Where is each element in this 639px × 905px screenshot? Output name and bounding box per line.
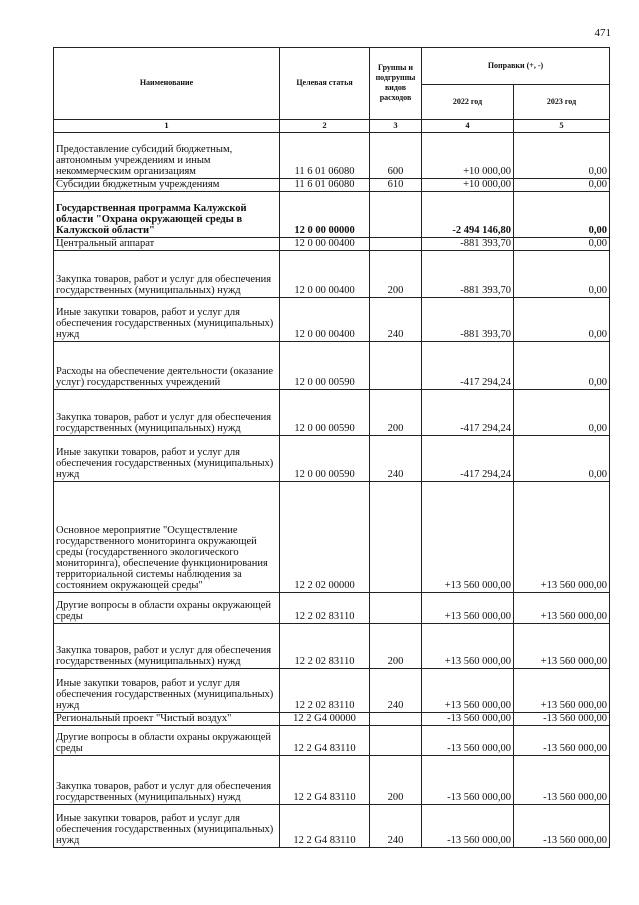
header-target-article: Целевая статья — [280, 48, 370, 120]
cell-name: Закупка товаров, работ и услуг для обеспечения государственных (муниципальных) нужд — [54, 756, 280, 805]
table-row — [54, 756, 610, 805]
cell-target-article: 12 2 G4 83110 — [280, 805, 370, 848]
cell-2022: -13 560 000,00 — [422, 713, 514, 726]
cell-target-article: 12 0 00 00590 — [280, 436, 370, 482]
cell-target-article: 12 0 00 00400 — [280, 238, 370, 251]
cell-2022: -13 560 000,00 — [422, 756, 514, 805]
cell-target-article: 12 2 G4 83110 — [280, 756, 370, 805]
cell-name: Региональный проект "Чистый воздух" — [54, 713, 280, 726]
column-number: 5 — [514, 120, 610, 133]
table-row — [54, 482, 610, 593]
cell-2022: +13 560 000,00 — [422, 624, 514, 669]
cell-expense-group — [370, 342, 422, 390]
cell-expense-group — [370, 482, 422, 593]
cell-expense-group: 240 — [370, 298, 422, 342]
cell-expense-group — [370, 593, 422, 624]
header-year-2022: 2022 год — [422, 85, 514, 120]
table-row — [54, 669, 610, 713]
cell-2023: 0,00 — [514, 179, 610, 192]
cell-2022: -881 393,70 — [422, 298, 514, 342]
cell-2022: -13 560 000,00 — [422, 726, 514, 756]
cell-expense-group — [370, 726, 422, 756]
column-number: 2 — [280, 120, 370, 133]
table-row — [54, 390, 610, 436]
table-row — [54, 805, 610, 848]
table-row — [54, 624, 610, 669]
header-name: Наименование — [54, 48, 280, 120]
cell-target-article: 12 2 G4 83110 — [280, 726, 370, 756]
cell-name: Государственная программа Калужской области "Охрана окружающей среды в Калужской области" — [54, 192, 280, 238]
cell-name: Иные закупки товаров, работ и услуг для обеспечения государственных (муниципальных) нужд — [54, 298, 280, 342]
cell-target-article: 12 0 00 00400 — [280, 251, 370, 298]
header-amendments: Поправки (+, -) — [422, 48, 610, 85]
cell-expense-group — [370, 238, 422, 251]
cell-target-article: 12 2 02 83110 — [280, 669, 370, 713]
cell-2022: -417 294,24 — [422, 436, 514, 482]
table-row — [54, 593, 610, 624]
cell-2023: +13 560 000,00 — [514, 669, 610, 713]
cell-2022: -417 294,24 — [422, 390, 514, 436]
cell-2022: -2 494 146,80 — [422, 192, 514, 238]
cell-2022: +10 000,00 — [422, 179, 514, 192]
cell-expense-group: 200 — [370, 756, 422, 805]
cell-name: Закупка товаров, работ и услуг для обеспечения государственных (муниципальных) нужд — [54, 251, 280, 298]
cell-2023: 0,00 — [514, 436, 610, 482]
cell-target-article: 12 2 02 83110 — [280, 624, 370, 669]
cell-target-article: 12 0 00 00400 — [280, 298, 370, 342]
table-row — [54, 133, 610, 179]
cell-2023: +13 560 000,00 — [514, 593, 610, 624]
cell-2022: +13 560 000,00 — [422, 593, 514, 624]
cell-2022: +10 000,00 — [422, 133, 514, 179]
column-number-row — [54, 120, 610, 133]
cell-expense-group: 200 — [370, 251, 422, 298]
cell-target-article: 12 0 00 00000 — [280, 192, 370, 238]
cell-name: Субсидии бюджетным учреждениям — [54, 179, 280, 192]
cell-name: Иные закупки товаров, работ и услуг для обеспечения государственных (муниципальных) нужд — [54, 669, 280, 713]
cell-expense-group: 200 — [370, 624, 422, 669]
cell-target-article: 12 2 02 83110 — [280, 593, 370, 624]
cell-2023: -13 560 000,00 — [514, 726, 610, 756]
cell-2022: +13 560 000,00 — [422, 482, 514, 593]
cell-target-article: 12 0 00 00590 — [280, 390, 370, 436]
cell-expense-group: 600 — [370, 133, 422, 179]
table-row — [54, 436, 610, 482]
header-expense-groups: Группы и подгруппы видов расходов — [370, 48, 422, 120]
cell-name: Другие вопросы в области охраны окружающей среды — [54, 726, 280, 756]
cell-2022: -881 393,70 — [422, 251, 514, 298]
cell-expense-group: 610 — [370, 179, 422, 192]
cell-name: Закупка товаров, работ и услуг для обеспечения государственных (муниципальных) нужд — [54, 624, 280, 669]
cell-2022: -13 560 000,00 — [422, 805, 514, 848]
cell-expense-group: 200 — [370, 390, 422, 436]
page-number: 471 — [594, 27, 611, 39]
cell-name: Иные закупки товаров, работ и услуг для обеспечения государственных (муниципальных) нужд — [54, 805, 280, 848]
cell-2023: 0,00 — [514, 342, 610, 390]
column-number: 1 — [54, 120, 280, 133]
table-row — [54, 238, 610, 251]
cell-2023: 0,00 — [514, 298, 610, 342]
cell-expense-group: 240 — [370, 669, 422, 713]
cell-2023: +13 560 000,00 — [514, 624, 610, 669]
cell-2023: -13 560 000,00 — [514, 756, 610, 805]
cell-2023: -13 560 000,00 — [514, 713, 610, 726]
column-number: 4 — [422, 120, 514, 133]
cell-2023: -13 560 000,00 — [514, 805, 610, 848]
cell-expense-group: 240 — [370, 805, 422, 848]
budget-table — [53, 47, 610, 848]
cell-name: Предоставление субсидий бюджетным, автономным учреждениям и иным некоммерческим организациям — [54, 133, 280, 179]
cell-name: Иные закупки товаров, работ и услуг для обеспечения государственных (муниципальных) нужд — [54, 436, 280, 482]
cell-2023: 0,00 — [514, 238, 610, 251]
cell-2023: 0,00 — [514, 390, 610, 436]
cell-expense-group — [370, 192, 422, 238]
table-row — [54, 179, 610, 192]
cell-2022: +13 560 000,00 — [422, 669, 514, 713]
table-row — [54, 251, 610, 298]
table-row — [54, 726, 610, 756]
cell-name: Основное мероприятие "Осуществление государственного мониторинга окружающей среды (государственного экологического мониторинга), обеспечение функционирования территориальной системы наблюдения за состоянием окружающей среды" — [54, 482, 280, 593]
cell-name: Расходы на обеспечение деятельности (оказание услуг) государственных учреждений — [54, 342, 280, 390]
cell-expense-group: 240 — [370, 436, 422, 482]
table-row — [54, 713, 610, 726]
cell-2023: 0,00 — [514, 251, 610, 298]
table-row — [54, 342, 610, 390]
cell-name: Центральный аппарат — [54, 238, 280, 251]
cell-name: Закупка товаров, работ и услуг для обеспечения государственных (муниципальных) нужд — [54, 390, 280, 436]
cell-name: Другие вопросы в области охраны окружающей среды — [54, 593, 280, 624]
cell-expense-group — [370, 713, 422, 726]
table-row — [54, 192, 610, 238]
cell-2023: +13 560 000,00 — [514, 482, 610, 593]
table-row — [54, 298, 610, 342]
table-body — [54, 133, 610, 848]
cell-2022: -881 393,70 — [422, 238, 514, 251]
cell-target-article: 11 6 01 06080 — [280, 133, 370, 179]
column-number: 3 — [370, 120, 422, 133]
cell-2022: -417 294,24 — [422, 342, 514, 390]
header-year-2023: 2023 год — [514, 85, 610, 120]
cell-target-article: 12 2 G4 00000 — [280, 713, 370, 726]
cell-target-article: 12 0 00 00590 — [280, 342, 370, 390]
cell-target-article: 11 6 01 06080 — [280, 179, 370, 192]
cell-2023: 0,00 — [514, 133, 610, 179]
cell-2023: 0,00 — [514, 192, 610, 238]
cell-target-article: 12 2 02 00000 — [280, 482, 370, 593]
